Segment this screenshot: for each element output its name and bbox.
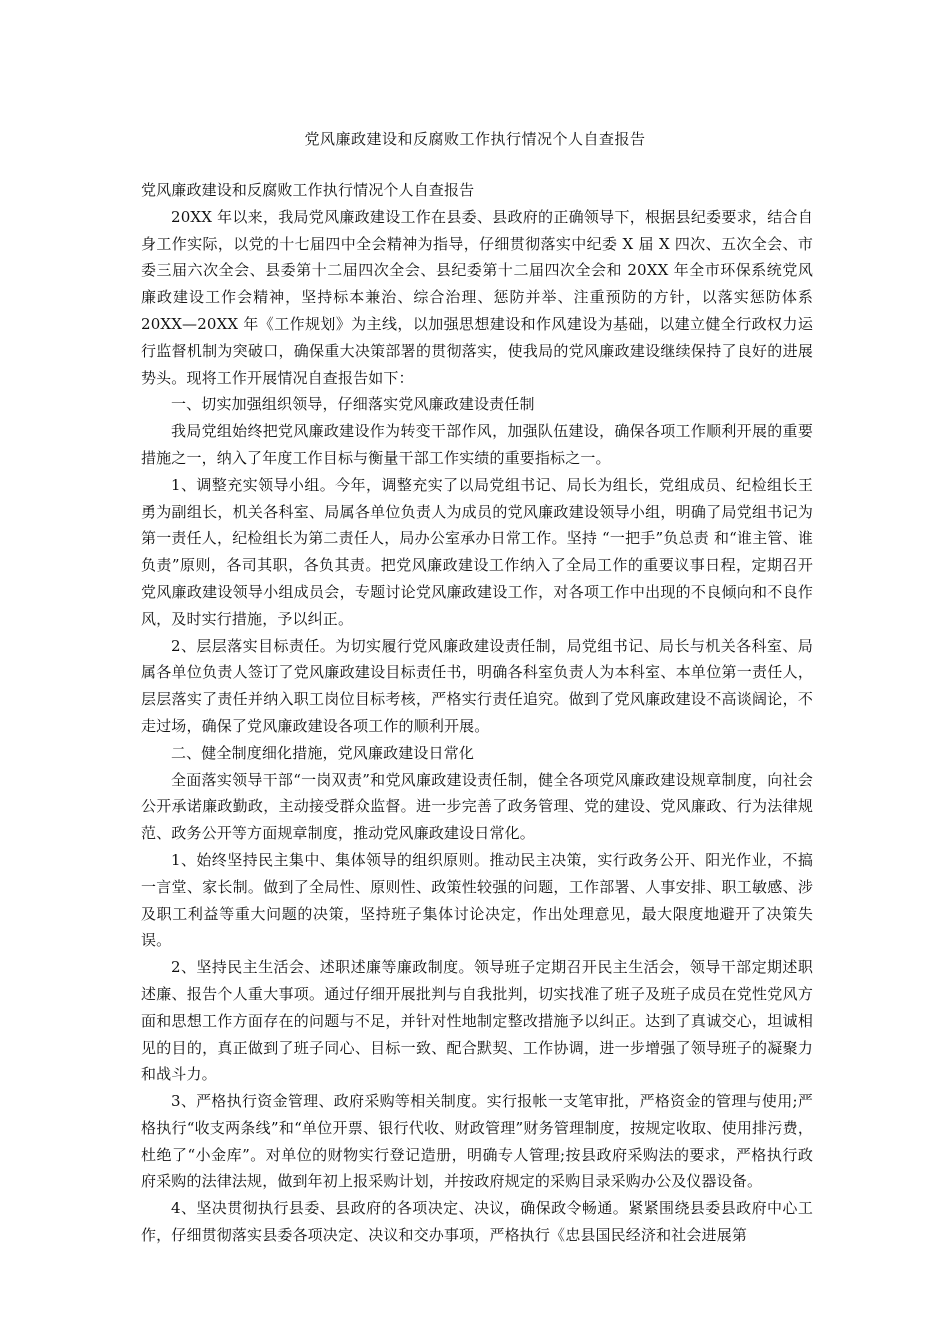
section-heading: 二、健全制度细化措施，党风廉政建设日常化 [171, 743, 475, 762]
document-title: 党风廉政建设和反腐败工作执行情况个人自查报告 [304, 130, 646, 148]
body-paragraph: 1、始终坚持民主集中、集体领导的组织原则。推动民主决策，实行政务公开、阳光作业，不搞一言堂、家长制。做到了全局性、原则性、政策性较强的问题，工作部署、人事安排、职工敏感、涉及职工利益等重大问题的决策，坚持班子集体讨论决定，作出处理意见，最大限度地避开了决策失误。 [141, 850, 813, 950]
body-paragraph: 20XX 年以来，我局党风廉政建设工作在县委、县政府的正确领导下，根据县纪委要求，结合自身工作实际，以党的十七届四中全会精神为指导，仔细贯彻落实中纪委 X 届 X 四次、五次全会、市委三届六次全会、县委第十二届四次全会、县纪委第十二届四次全会和 20XX 年全市环保系统党风廉政建设工作会精神，坚持标本兼治、综合治理、惩防并举、注重预防的方针，以落实惩防体系 20XX—20XX 年《工作规划》为主线，以加强思想建设和作风建设为基础，以建立健全行政权力运行监督机制为突破口，确保重大决策部署的贯彻落实，使我局的党风廉政建设继续保持了良好的进展势头。现将工作开展情况自查报告如下： [141, 207, 813, 387]
body-paragraph: 全面落实领导干部“一岗双责”和党风廉政建设责任制，健全各项党风廉政建设规章制度，向社会公开承诺廉政勤政，主动接受群众监督。进一步完善了政务管理、党的建设、党风廉政、行为法律规范、政务公开等方面规章制度，推动党风廉政建设日常化。 [141, 770, 813, 843]
body-paragraph: 2、层层落实目标责任。为切实履行党风廉政建设责任制，局党组书记、局长与机关各科室、局属各单位负责人签订了党风廉政建设目标责任书，明确各科室负责人为本科室、本单位第一责任人，层层落实了责任并纳入职工岗位目标考核，严格实行责任追究。做到了党风廉政建设不高谈阔论，不走过场，确保了党风廉政建设各项工作的顺利开展。 [141, 636, 813, 735]
body-paragraph: 2、坚持民主生活会、述职述廉等廉政制度。领导班子定期召开民主生活会，领导干部定期述职述廉、报告个人重大事项。通过仔细开展批判与自我批判，切实找准了班子及班子成员在党性党风方面和思想工作方面存在的问题与不足，并针对性地制定整改措施予以纠正。达到了真诚交心，坦诚相见的目的，真正做到了班子同心、目标一致、配合默契、工作协调，进一步增强了领导班子的凝聚力和战斗力。 [141, 958, 813, 1084]
section-heading: 一、切实加强组织领导，仔细落实党风廉政建设责任制 [171, 395, 535, 414]
body-paragraph: 我局党组始终把党风廉政建设作为转变干部作风，加强队伍建设，确保各项工作顺利开展的重要措施之一，纳入了年度工作目标与衡量干部工作实绩的重要指标之一。 [141, 422, 813, 467]
body-paragraph: 4、坚决贯彻执行县委、县政府的各项决定、决议，确保政令畅通。紧紧围绕县委县政府中心工作，仔细贯彻落实县委各项决定、决议和交办事项，严格执行《忠县国民经济和社会进展第 [141, 1199, 813, 1245]
body-paragraph: 3、严格执行资金管理、政府采购等相关制度。实行报帐一支笔审批，严格资金的管理与使用;严格执行“收支两条线”和“单位开票、银行代收、财政管理”财务管理制度，按规定收取、使用排污费，杜绝了“小金库”。对单位的财物实行登记造册，明确专人管理;按县政府采购法的要求，严格执行政府采购的法律法规，做到年初上报采购计划，并按政府规定的采购目录采购办公及仪器设备。 [141, 1092, 813, 1191]
body-heading: 党风廉政建设和反腐败工作执行情况个人自查报告 [141, 181, 475, 199]
body-paragraph: 1、调整充实领导小组。今年，调整充实了以局党组书记、局长为组长，党组成员、纪检组长王勇为副组长，机关各科室、局属各单位负责人为成员的党风廉政建设领导小组，明确了局党组书记为第一责任人，纪检组长为第二责任人，局办公室承办日常工作。坚持 “一把手”负总责 和“谁主管、谁负责”原则，各司其职，各负其责。把党风廉政建设工作纳入了全局工作的重要议事日程，定期召开党风廉政建设领导小组成员会，专题讨论党风廉政建设工作，对各项工作中出现的不良倾向和不良作风，及时实行措施，予以纠正。 [141, 475, 813, 628]
document-body [141, 177, 813, 1249]
